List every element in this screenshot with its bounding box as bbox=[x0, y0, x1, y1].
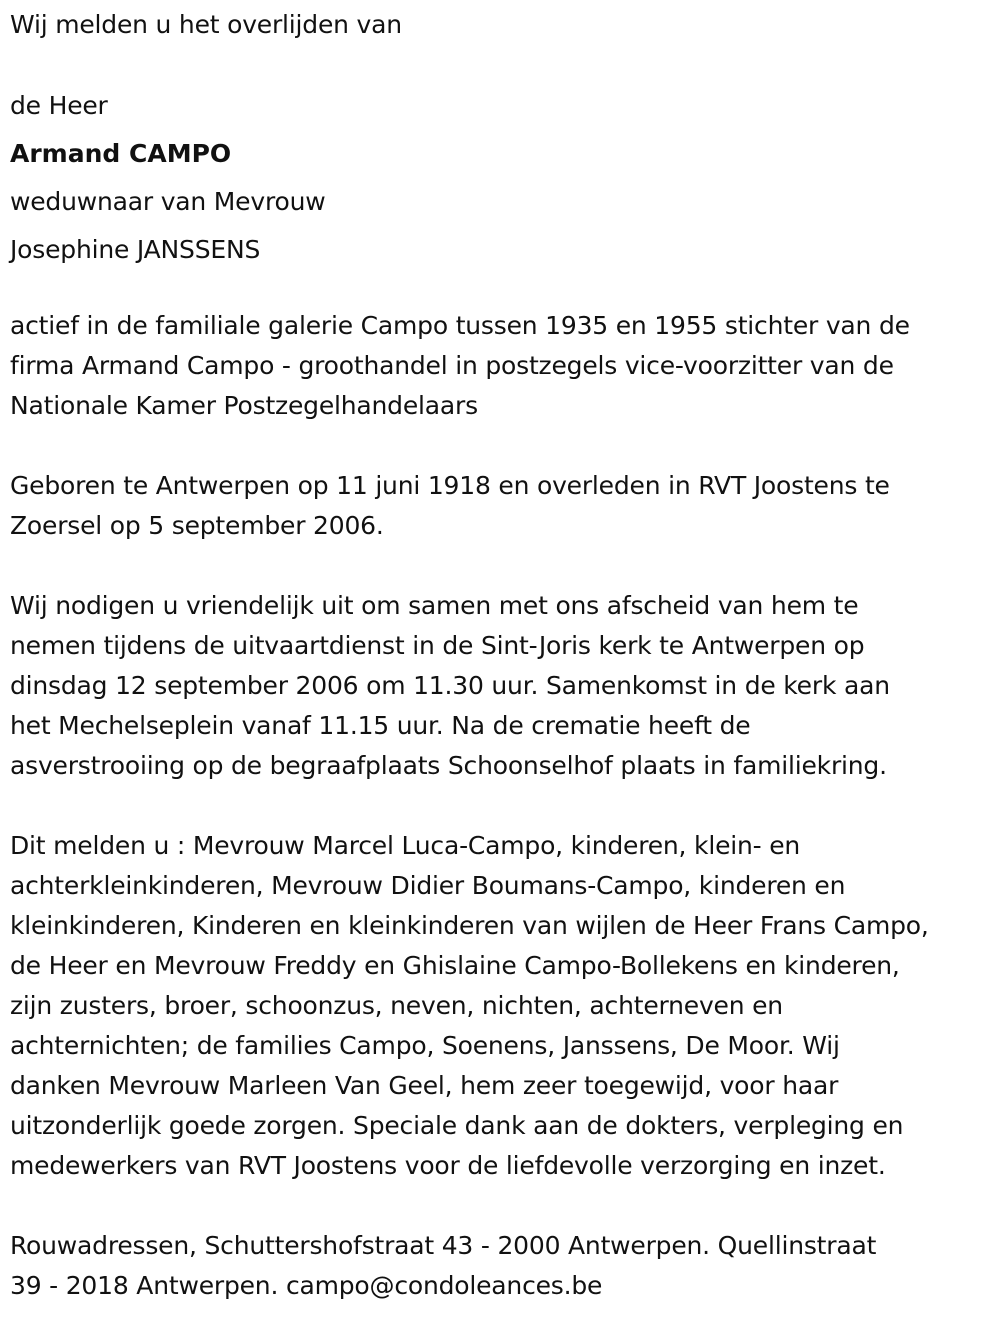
family-line: medewerkers van RVT Joostens voor de liefdevolle verzorging en inzet. bbox=[10, 1151, 886, 1180]
spacer bbox=[10, 426, 995, 466]
family-line: kleinkinderen, Kinderen en kleinkinderen van wijlen de Heer Frans Campo, bbox=[10, 911, 929, 940]
widower-line: weduwnaar van Mevrouw bbox=[10, 187, 326, 216]
family-line: danken Mevrouw Marleen Van Geel, hem zeer toegewijd, voor haar bbox=[10, 1071, 839, 1100]
birth-death-paragraph bbox=[10, 466, 995, 546]
ceremony-line: nemen tijdens de uitvaartdienst in de Sint-Joris kerk te Antwerpen op bbox=[10, 631, 865, 660]
family-line: de Heer en Mevrouw Freddy en Ghislaine Campo-Bollekens en kinderen, bbox=[10, 951, 900, 980]
spacer bbox=[10, 1186, 995, 1226]
address-line: 39 - 2018 Antwerpen. campo@condoleances.be bbox=[10, 1271, 603, 1300]
salutation: de Heer bbox=[10, 91, 108, 120]
family-line: achternichten; de families Campo, Soenens, Janssens, De Moor. Wij bbox=[10, 1031, 840, 1060]
career-line: firma Armand Campo - groothandel in postzegels vice-voorzitter van de bbox=[10, 351, 894, 380]
spacer bbox=[10, 274, 995, 306]
family-paragraph bbox=[10, 826, 995, 1186]
deceased-name: Armand CAMPO bbox=[10, 139, 232, 168]
career-line: Nationale Kamer Postzegelhandelaars bbox=[10, 391, 478, 420]
birth-death-line: Zoersel op 5 september 2006. bbox=[10, 511, 384, 540]
ceremony-paragraph bbox=[10, 586, 995, 786]
birth-death-line: Geboren te Antwerpen op 11 juni 1918 en overleden in RVT Joostens te bbox=[10, 471, 890, 500]
family-line: achterkleinkinderen, Mevrouw Didier Boumans-Campo, kinderen en bbox=[10, 871, 846, 900]
addresses-paragraph bbox=[10, 1226, 995, 1306]
spacer bbox=[10, 786, 995, 826]
ceremony-line: dinsdag 12 september 2006 om 11.30 uur. Samenkomst in de kerk aan bbox=[10, 671, 890, 700]
ceremony-line: asverstrooiing op de begraafplaats Schoonselhof plaats in familiekring. bbox=[10, 751, 887, 780]
spacer bbox=[10, 546, 995, 586]
obituary-notice bbox=[10, 0, 995, 1306]
intro-line: Wij melden u het overlijden van bbox=[10, 10, 402, 39]
spacer bbox=[10, 50, 995, 82]
career-paragraph bbox=[10, 306, 995, 426]
address-line: Rouwadressen, Schuttershofstraat 43 - 2000 Antwerpen. Quellinstraat bbox=[10, 1231, 877, 1260]
ceremony-line: het Mechelseplein vanaf 11.15 uur. Na de crematie heeft de bbox=[10, 711, 751, 740]
family-line: zijn zusters, broer, schoonzus, neven, nichten, achterneven en bbox=[10, 991, 783, 1020]
career-line: actief in de familiale galerie Campo tussen 1935 en 1955 stichter van de bbox=[10, 311, 910, 340]
family-line: Dit melden u : Mevrouw Marcel Luca-Campo, kinderen, klein- en bbox=[10, 831, 801, 860]
ceremony-line: Wij nodigen u vriendelijk uit om samen met ons afscheid van hem te bbox=[10, 591, 859, 620]
family-line: uitzonderlijk goede zorgen. Speciale dank aan de dokters, verpleging en bbox=[10, 1111, 904, 1140]
spouse-name: Josephine JANSSENS bbox=[10, 235, 261, 264]
